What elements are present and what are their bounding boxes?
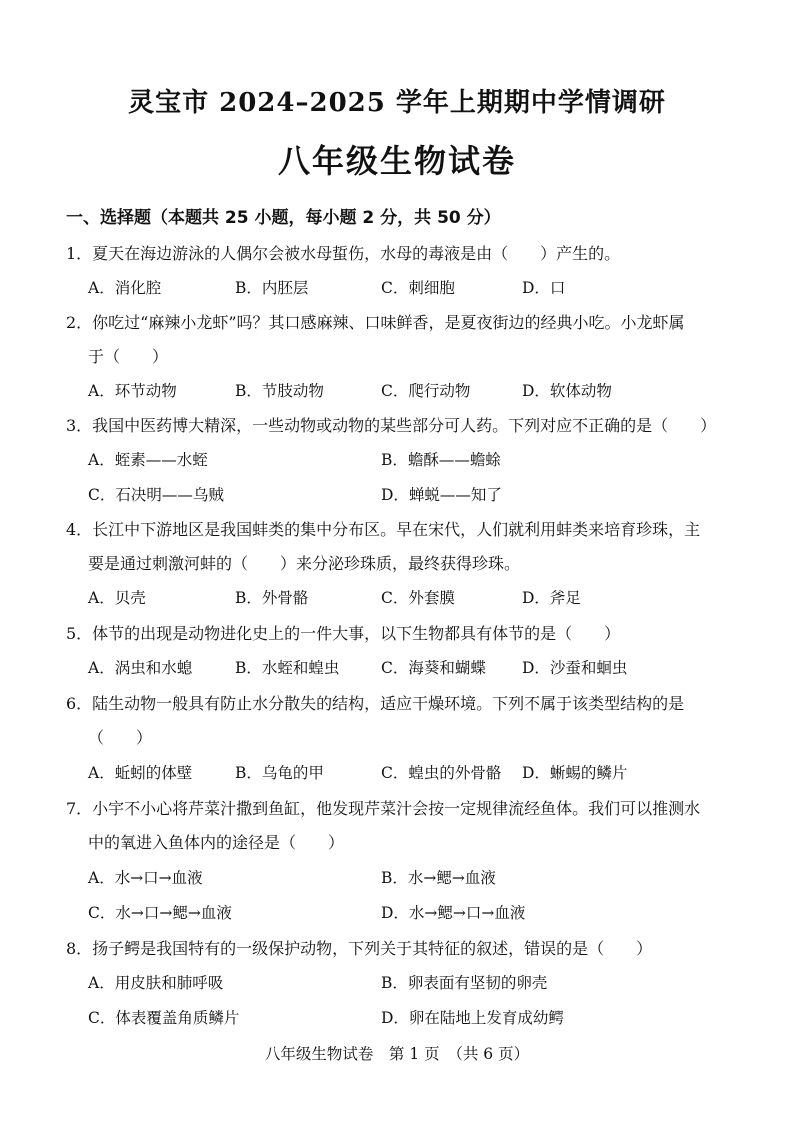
question-1-option-c: C．刺细胞 [381,279,455,297]
question-7-stem: 7．小宇不小心将芹菜汁撒到鱼缸，他发现芹菜汁会按一定规律流经鱼体。我们可以推测水 [66,799,701,818]
question-1-option-d: D．口 [522,279,566,297]
question-8-stem: 8．扬子鳄是我国特有的一级保护动物，下列关于其特征的叙述，错误的是（ ） [66,939,653,958]
question-2-stem: 2．你吃过“麻辣小龙虾”吗？其口感麻辣、口味鲜香，是夏夜街边的经典小吃。小龙虾属 [66,313,685,332]
question-6-option-b: B．乌龟的甲 [235,764,324,782]
question-5-option-d: D．沙蚕和蛔虫 [522,659,628,677]
question-7-stem-continued: 中的氧进入鱼体内的途径是（ ） [88,833,345,852]
page-footer: 八年级生物试卷 第 1 页 （共 6 页） [264,1045,530,1063]
question-6-option-c: C．蝗虫的外骨骼 [381,764,502,782]
question-6-stem-continued: （ ） [88,728,153,747]
exam-title: 灵宝市 2024–2025 学年上期期中学情调研 [128,88,666,118]
question-7-option-c: C．水→口→鳃→血液 [88,904,232,922]
question-4-stem-continued: 要是通过刺激河蚌的（ ）来分泌珍珠质，最终获得珍珠。 [88,554,521,573]
question-3-option-d: D．蝉蜕——知了 [381,486,502,504]
question-2-option-b: B．节肢动物 [235,382,324,400]
question-5-stem: 5．体节的出现是动物进化史上的一件大事，以下生物都具有体节的是（ ） [66,624,621,643]
question-5-option-c: C．海葵和蝴蝶 [381,659,486,677]
question-4-option-a: A．贝壳 [88,589,146,607]
question-3-option-c: C．石决明——乌贼 [88,486,224,504]
question-1-stem: 1．夏天在海边游泳的人偶尔会被水母蜇伤，水母的毒液是由（ ）产生的。 [66,244,621,263]
question-7-option-b: B．水→鳃→血液 [381,869,496,887]
question-2-stem-continued: 于（ ） [88,347,169,366]
question-4-option-d: D．斧足 [522,589,581,607]
question-8-option-c: C．体表覆盖角质鳞片 [88,1009,240,1027]
question-7-option-d: D．水→鳃→口→血液 [381,904,526,922]
question-5-option-b: B．水蛭和蝗虫 [235,659,340,677]
question-3-option-a: A．蛭素——水蛭 [88,451,208,469]
section-heading: 一、选择题（本题共 25 小题，每小题 2 分，共 50 分） [66,208,501,228]
question-8-option-d: D．卵在陆地上发育成幼鳄 [381,1009,564,1027]
exam-subtitle: 八年级生物试卷 [277,142,516,180]
question-2-option-d: D．软体动物 [522,382,612,400]
question-6-option-a: A．蚯蚓的体壁 [88,764,193,782]
question-4-option-b: B．外骨骼 [235,589,309,607]
question-3-option-b: B．蟾酥——蟾蜍 [381,451,501,469]
question-4-option-c: C．外套膜 [381,589,455,607]
question-4-stem: 4．长江中下游地区是我国蚌类的集中分布区。早在宋代，人们就利用蚌类来培育珍珠，主 [66,520,701,539]
question-1-option-b: B．内胚层 [235,279,309,297]
question-8-option-b: B．卵表面有坚韧的卵壳 [381,974,548,992]
question-7-option-a: A．水→口→血液 [88,869,203,887]
question-3-stem: 3．我国中医药博大精深，一些动物或动物的某些部分可人药。下列对应不正确的是（ ） [66,416,717,435]
question-2-option-a: A．环节动物 [88,382,177,400]
question-6-option-d: D．蜥蜴的鳞片 [522,764,628,782]
question-1-option-a: A．消化腔 [88,279,162,297]
question-8-option-a: A．用皮肤和肺呼吸 [88,974,224,992]
question-5-option-a: A．涡虫和水螅 [88,659,193,677]
question-2-option-c: C．爬行动物 [381,382,471,400]
question-6-stem: 6．陆生动物一般具有防止水分散失的结构，适应干燥环境。下列不属于该类型结构的是 [66,694,685,713]
